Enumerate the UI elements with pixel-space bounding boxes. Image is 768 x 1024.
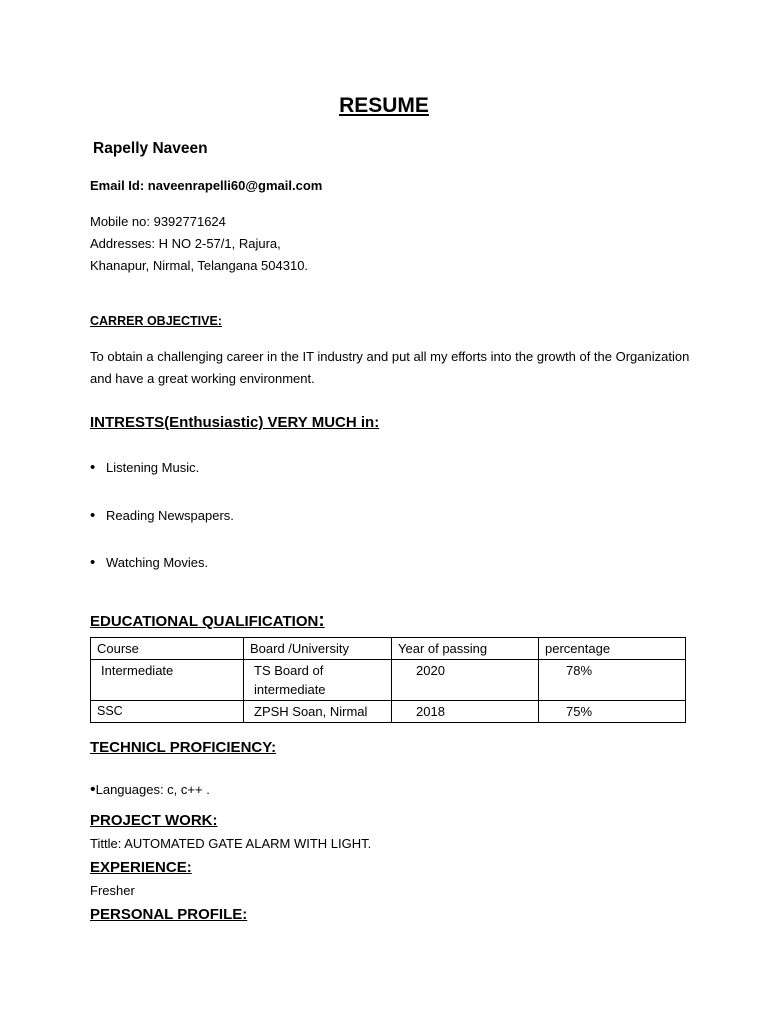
column-header: percentage [539, 638, 686, 660]
email-line: Email Id: naveenrapelli60@gmail.com [90, 178, 323, 193]
project-heading: PROJECT WORK: [90, 812, 218, 829]
interest-item [90, 459, 199, 476]
objective-text: To obtain a challenging career in the IT industry and put all my efforts into the growth of the Organization and have a great working environment. [90, 349, 690, 386]
technical-item [90, 781, 210, 799]
interest-item-label: Watching Movies. [106, 555, 209, 570]
experience-heading: EXPERIENCE: [90, 859, 192, 876]
column-header: Year of passing [392, 638, 539, 660]
interest-item [90, 554, 208, 571]
bullet-icon: • [90, 554, 96, 571]
personal-heading: PERSONAL PROFILE: [90, 906, 248, 923]
table-cell: 2018 [392, 701, 539, 723]
technical-item-label: Languages: c, c++ . [95, 782, 210, 797]
table-cell: TS Board of intermediate [244, 660, 392, 701]
education-heading [90, 610, 325, 632]
bullet-icon: • [90, 459, 96, 476]
table-row [91, 660, 686, 701]
bullet-icon: • [90, 781, 96, 798]
table-cell: 2020 [392, 660, 539, 701]
table-row [91, 701, 686, 723]
table-cell: ZPSH Soan, Nirmal [244, 701, 392, 723]
bullet-icon: • [90, 507, 96, 524]
candidate-name: Rapelly Naveen [93, 140, 208, 157]
column-header: Board /University [244, 638, 392, 660]
project-text: Tittle: AUTOMATED GATE ALARM WITH LIGHT. [90, 836, 372, 851]
address-line-2: Khanapur, Nirmal, Telangana 504310. [90, 258, 309, 273]
technical-heading: TECHNICL PROFICIENCY: [90, 739, 277, 756]
education-heading-colon: : [318, 610, 325, 631]
table-cell: Intermediate [91, 660, 244, 701]
table-cell: 78% [539, 660, 686, 701]
resume-title: RESUME [339, 94, 429, 117]
table-cell: SSC [91, 701, 244, 723]
column-header: Course [91, 638, 244, 660]
experience-text: Fresher [90, 883, 135, 898]
mobile-line: Mobile no: 9392771624 [90, 214, 226, 229]
interests-heading: INTRESTS(Enthusiastic) VERY MUCH in: [90, 414, 380, 431]
interest-item [90, 507, 234, 524]
address-line-1: Addresses: H NO 2-57/1, Rajura, [90, 236, 281, 251]
table-cell: 75% [539, 701, 686, 723]
interest-item-label: Listening Music. [106, 460, 200, 475]
education-table [90, 637, 686, 723]
objective-heading: CARRER OBJECTIVE: [90, 314, 222, 328]
education-heading-text: EDUCATIONAL QUALIFICATION [90, 613, 319, 630]
table-header-row [91, 638, 686, 660]
interest-item-label: Reading Newspapers. [106, 508, 234, 523]
